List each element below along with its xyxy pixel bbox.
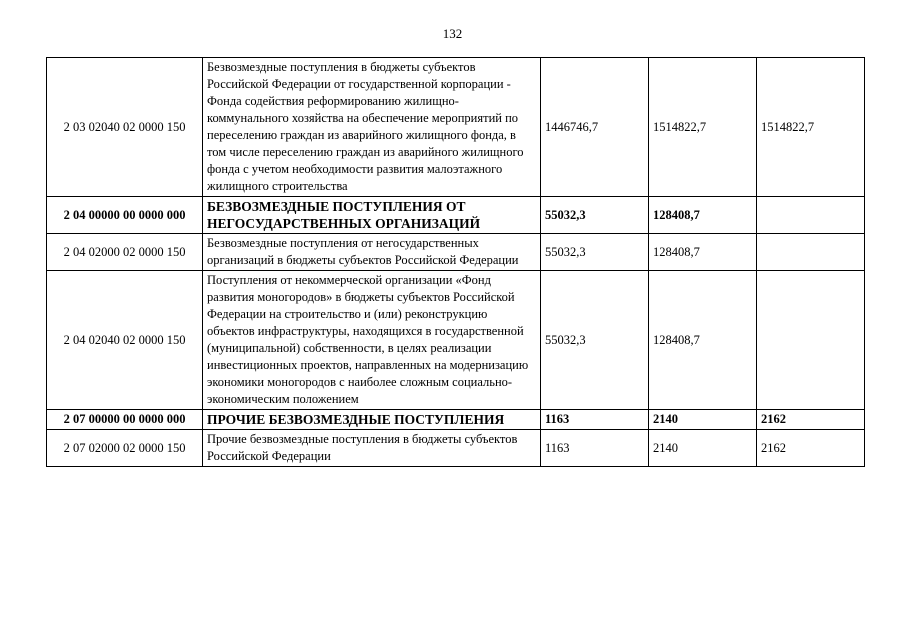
value-year2-cell: 1514822,7 (649, 58, 757, 197)
value-year3-cell (757, 197, 865, 234)
table-row (47, 234, 865, 271)
value-year3-cell (757, 234, 865, 271)
value-year2-cell: 2140 (649, 430, 757, 467)
revenue-code-cell: 2 04 00000 00 0000 000 (47, 197, 203, 234)
revenue-name-cell: Поступления от некоммерческой организации «Фонд развития моногородов» в бюджеты субъектов Российской Федерации на строительство и (или) реконструкцию объектов инфраструктуры, находящихся в государственной (муниципальной) собственности, в целях реализации инвестиционных проектов, направленных на модернизацию экономики моногородов с наиболее сложным социально-экономическим положением (203, 271, 541, 410)
page-number: 132 (442, 26, 463, 41)
revenue-name-cell: ПРОЧИЕ БЕЗВОЗМЕЗДНЫЕ ПОСТУПЛЕНИЯ (203, 410, 541, 430)
revenue-name-cell: БЕЗВОЗМЕЗДНЫЕ ПОСТУПЛЕНИЯ ОТ НЕГОСУДАРСТВЕННЫХ ОРГАНИЗАЦИЙ (203, 197, 541, 234)
table-row (47, 271, 865, 410)
value-year2-cell: 128408,7 (649, 271, 757, 410)
value-year1-cell: 55032,3 (541, 197, 649, 234)
revenue-name-cell: Безвозмездные поступления от негосударственных организаций в бюджеты субъектов Российской Федерации (203, 234, 541, 271)
revenue-code-cell: 2 03 02040 02 0000 150 (47, 58, 203, 197)
value-year1-cell: 1163 (541, 410, 649, 430)
value-year3-cell: 1514822,7 (757, 58, 865, 197)
value-year1-cell: 1446746,7 (541, 58, 649, 197)
revenue-name-cell: Прочие безвозмездные поступления в бюджеты субъектов Российской Федерации (203, 430, 541, 467)
revenue-name-cell: Безвозмездные поступления в бюджеты субъектов Российской Федерации от государственной корпорации - Фонда содействия реформированию жилищно-коммунального хозяйства на обеспечение мероприятий по переселению граждан из аварийного жилищного фонда, в том числе переселению граждан из аварийного жилищного фонда с учетом необходимости развития малоэтажного жилищного строительства (203, 58, 541, 197)
table-row (47, 430, 865, 467)
value-year1-cell: 1163 (541, 430, 649, 467)
value-year3-cell: 2162 (757, 430, 865, 467)
value-year1-cell: 55032,3 (541, 271, 649, 410)
value-year2-cell: 128408,7 (649, 234, 757, 271)
revenue-code-cell: 2 04 02040 02 0000 150 (47, 271, 203, 410)
table-row-section (47, 410, 865, 430)
value-year3-cell (757, 271, 865, 410)
value-year2-cell: 2140 (649, 410, 757, 430)
revenue-code-cell: 2 04 02000 02 0000 150 (47, 234, 203, 271)
budget-revenue-table (46, 57, 865, 467)
value-year1-cell: 55032,3 (541, 234, 649, 271)
table-row (47, 58, 865, 197)
revenue-code-cell: 2 07 00000 00 0000 000 (47, 410, 203, 430)
table-row-section (47, 197, 865, 234)
value-year2-cell: 128408,7 (649, 197, 757, 234)
revenue-code-cell: 2 07 02000 02 0000 150 (47, 430, 203, 467)
value-year3-cell: 2162 (757, 410, 865, 430)
